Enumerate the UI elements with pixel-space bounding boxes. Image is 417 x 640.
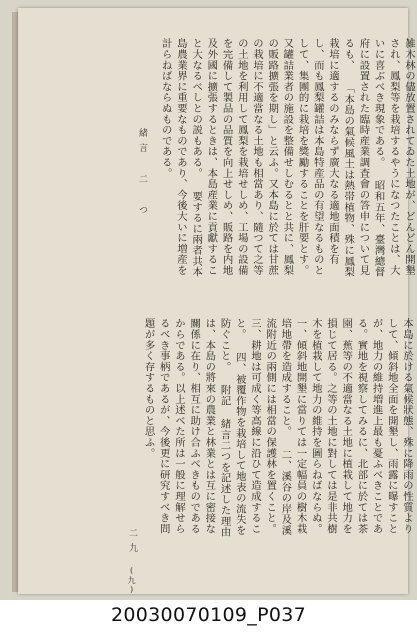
page-number: 二九 — [127, 528, 137, 558]
image-id-caption: 20030070109_P037 — [111, 604, 306, 626]
scanned-page — [18, 8, 415, 595]
lower-text-column: 本島に於ける氣候狀態、殊に降雨の性質よりして、傾斜地全面を開墾し、雨露に曝すことが、地力の維持増進上最も憂ふべきことである。實地を視察してみるに、北部に於ては茶園、蕉等の不適當なる土地に植栽して地力を損じて居る。之等の土地に對しては是非共樹木を植栽して地力の維持を圖らねばならぬ。 一、傾斜地開墾に當りては一定幅員の樹木栽培地帶を造成すること。 二、溪谷の岸及溪流附近の兩側には相當の保護林を置くこと。 三、耕地は可成く等高線に沿ひて造成すること。 四、被覆作物を栽培して地表の流失を防ぐこと。 附記 緒言二つを記述した理由は、本島の將來の農業と林業とは互に密接な關係に在り、相互に助け合ふべきものであるからである。以上述べた所は一般に理解せらるべき事柄であるが、今後更に研究すべき問題が多く存するものと思ふ。 — [142, 318, 413, 538]
upper-text-column: 雑木林の儘放置されてゐた土地が、どんどん開墾され、鳳梨等を栽培するやうになつたことは、大いに喜ぶべき現象である。 昭和五年、臺灣總督府に設置された臨時産業調査會の答申について見るも、 「本島の氣候風土は熱帯植物、殊に鳳梨栽培に適するのみならず廣大なる適地面積を有し、而も鳳梨罐詰は本島特産品の有望なるものとして、集團的に栽培を獎勵することを肝要とす。又罐詰業者の施設を整備せしむるとと共に、鳳梨の販路擴張を期し」と云ふ。又本島に於ては甘蔗の栽培に不適當なる土地も相當あり、隨つて之等の土地を利用して鳳梨を栽培せしめ、工場の設備を完備して製品の品質を向上せしめ、販路を内地及外國に擴張するときは、本島産業に貢獻すること大なるべしとの説もある。 要するに兩者共本島農業界に重要なものであり、今後大いに増産を計らねばならぬものである。 — [159, 38, 415, 278]
running-head: 緒言 二 つ — [137, 128, 147, 220]
page-marker: (九) — [127, 566, 136, 595]
